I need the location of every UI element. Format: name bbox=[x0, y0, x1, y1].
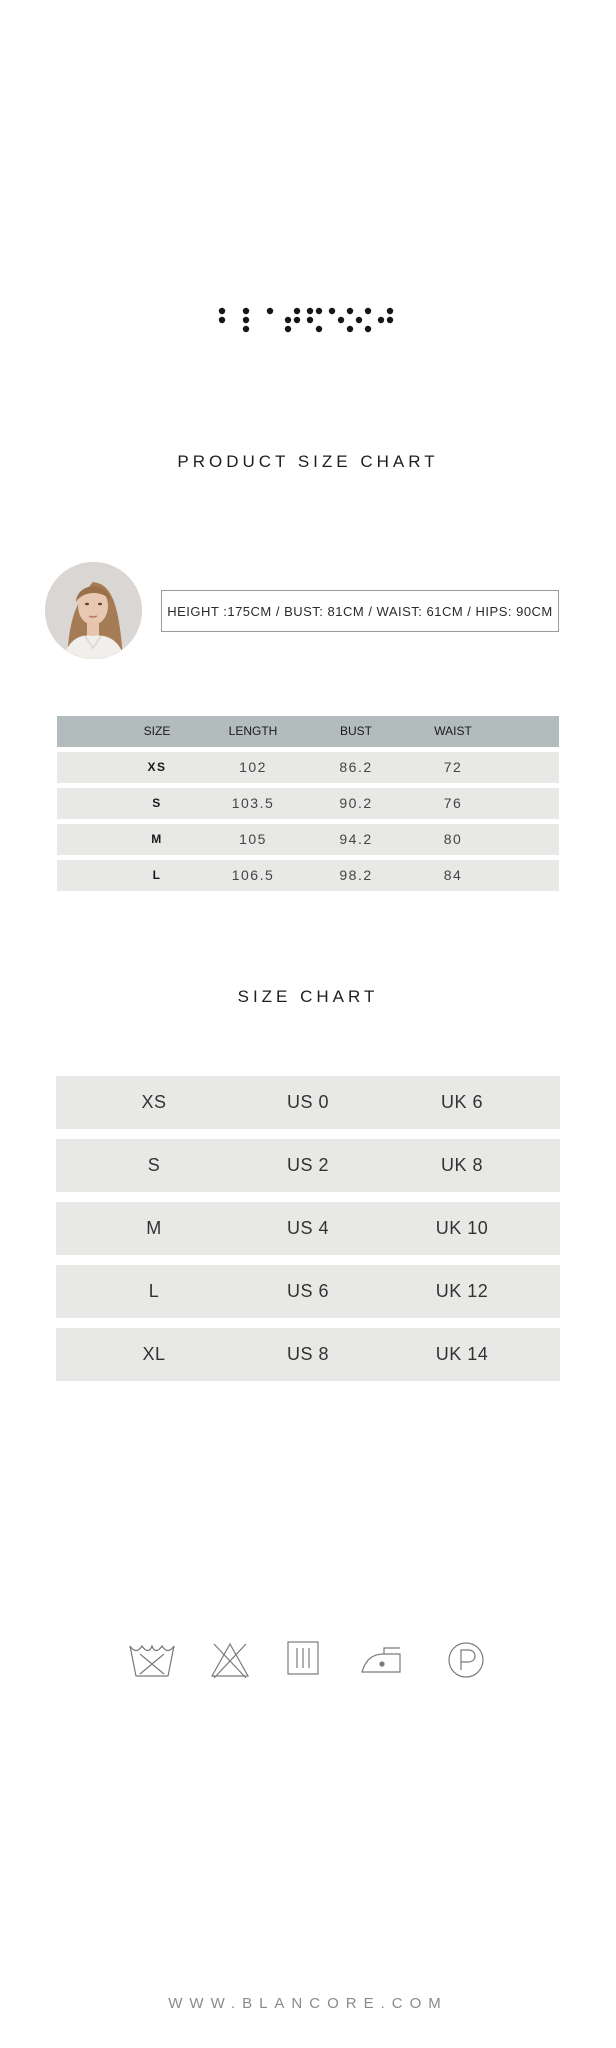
model-portrait bbox=[45, 562, 142, 659]
cell-us-size: US 4 bbox=[286, 1218, 330, 1238]
cell-size: S bbox=[152, 796, 162, 810]
model-portrait-illustration bbox=[45, 562, 142, 659]
cell-size: S bbox=[147, 1155, 161, 1175]
cell-us-size: US 2 bbox=[286, 1155, 330, 1175]
tumble-dry-icon bbox=[286, 1640, 320, 1676]
wash-30-icon bbox=[128, 1640, 176, 1680]
cell-size: XL bbox=[142, 1344, 166, 1364]
table-row bbox=[56, 1076, 560, 1129]
cell-uk-size: UK 12 bbox=[435, 1281, 489, 1301]
table-row bbox=[56, 1202, 560, 1255]
cell-bust: 94.2 bbox=[339, 831, 373, 847]
cell-uk-size: UK 8 bbox=[440, 1155, 484, 1175]
cell-size: L bbox=[148, 1281, 160, 1301]
column-header-size: SIZE bbox=[143, 724, 171, 738]
cell-bust: 86.2 bbox=[339, 759, 373, 775]
cell-length: 106.5 bbox=[231, 867, 275, 883]
cell-size: M bbox=[146, 1218, 162, 1238]
cell-length: 103.5 bbox=[231, 795, 275, 811]
cell-us-size: US 0 bbox=[286, 1092, 330, 1112]
column-header-waist: WAIST bbox=[434, 724, 472, 738]
cell-size: M bbox=[151, 832, 163, 846]
braille-logo-icon bbox=[218, 306, 398, 338]
table-row bbox=[56, 1265, 560, 1318]
cell-bust: 90.2 bbox=[339, 795, 373, 811]
cell-length: 105 bbox=[239, 831, 267, 847]
dry-clean-p-icon bbox=[446, 1640, 486, 1680]
cell-bust: 98.2 bbox=[339, 867, 373, 883]
size-conversion-table bbox=[56, 1076, 560, 1391]
do-not-bleach-icon bbox=[208, 1640, 252, 1680]
cell-size: L bbox=[152, 868, 162, 882]
size-chart-title: SIZE CHART bbox=[237, 987, 379, 1006]
table-row bbox=[57, 788, 559, 819]
model-measurements: HEIGHT :175CM / BUST: 81CM / WAIST: 61CM / HIPS: 90CM bbox=[161, 590, 559, 632]
table-header bbox=[57, 716, 559, 747]
cell-uk-size: UK 6 bbox=[440, 1092, 484, 1112]
cell-waist: 84 bbox=[443, 867, 463, 883]
cell-waist: 72 bbox=[443, 759, 463, 775]
website-url[interactable]: WWW.BLANCORE.COM bbox=[168, 1995, 448, 2012]
column-header-bust: BUST bbox=[339, 724, 373, 738]
table-row bbox=[56, 1328, 560, 1381]
cell-waist: 80 bbox=[443, 831, 463, 847]
product-size-chart-title: PRODUCT SIZE CHART bbox=[177, 452, 439, 471]
cell-us-size: US 8 bbox=[286, 1344, 330, 1364]
product-size-table bbox=[57, 716, 559, 896]
cell-waist: 76 bbox=[443, 795, 463, 811]
cell-uk-size: UK 14 bbox=[435, 1344, 489, 1364]
table-row bbox=[57, 824, 559, 855]
cell-length: 102 bbox=[239, 759, 267, 775]
table-row bbox=[56, 1139, 560, 1192]
table-row bbox=[57, 860, 559, 891]
table-row bbox=[57, 752, 559, 783]
care-instructions bbox=[128, 1640, 490, 1686]
cell-size: XS bbox=[147, 760, 167, 774]
column-header-length: LENGTH bbox=[228, 724, 278, 738]
cell-us-size: US 6 bbox=[286, 1281, 330, 1301]
iron-low-icon bbox=[360, 1640, 404, 1676]
cell-size: XS bbox=[141, 1092, 167, 1112]
cell-uk-size: UK 10 bbox=[435, 1218, 489, 1238]
